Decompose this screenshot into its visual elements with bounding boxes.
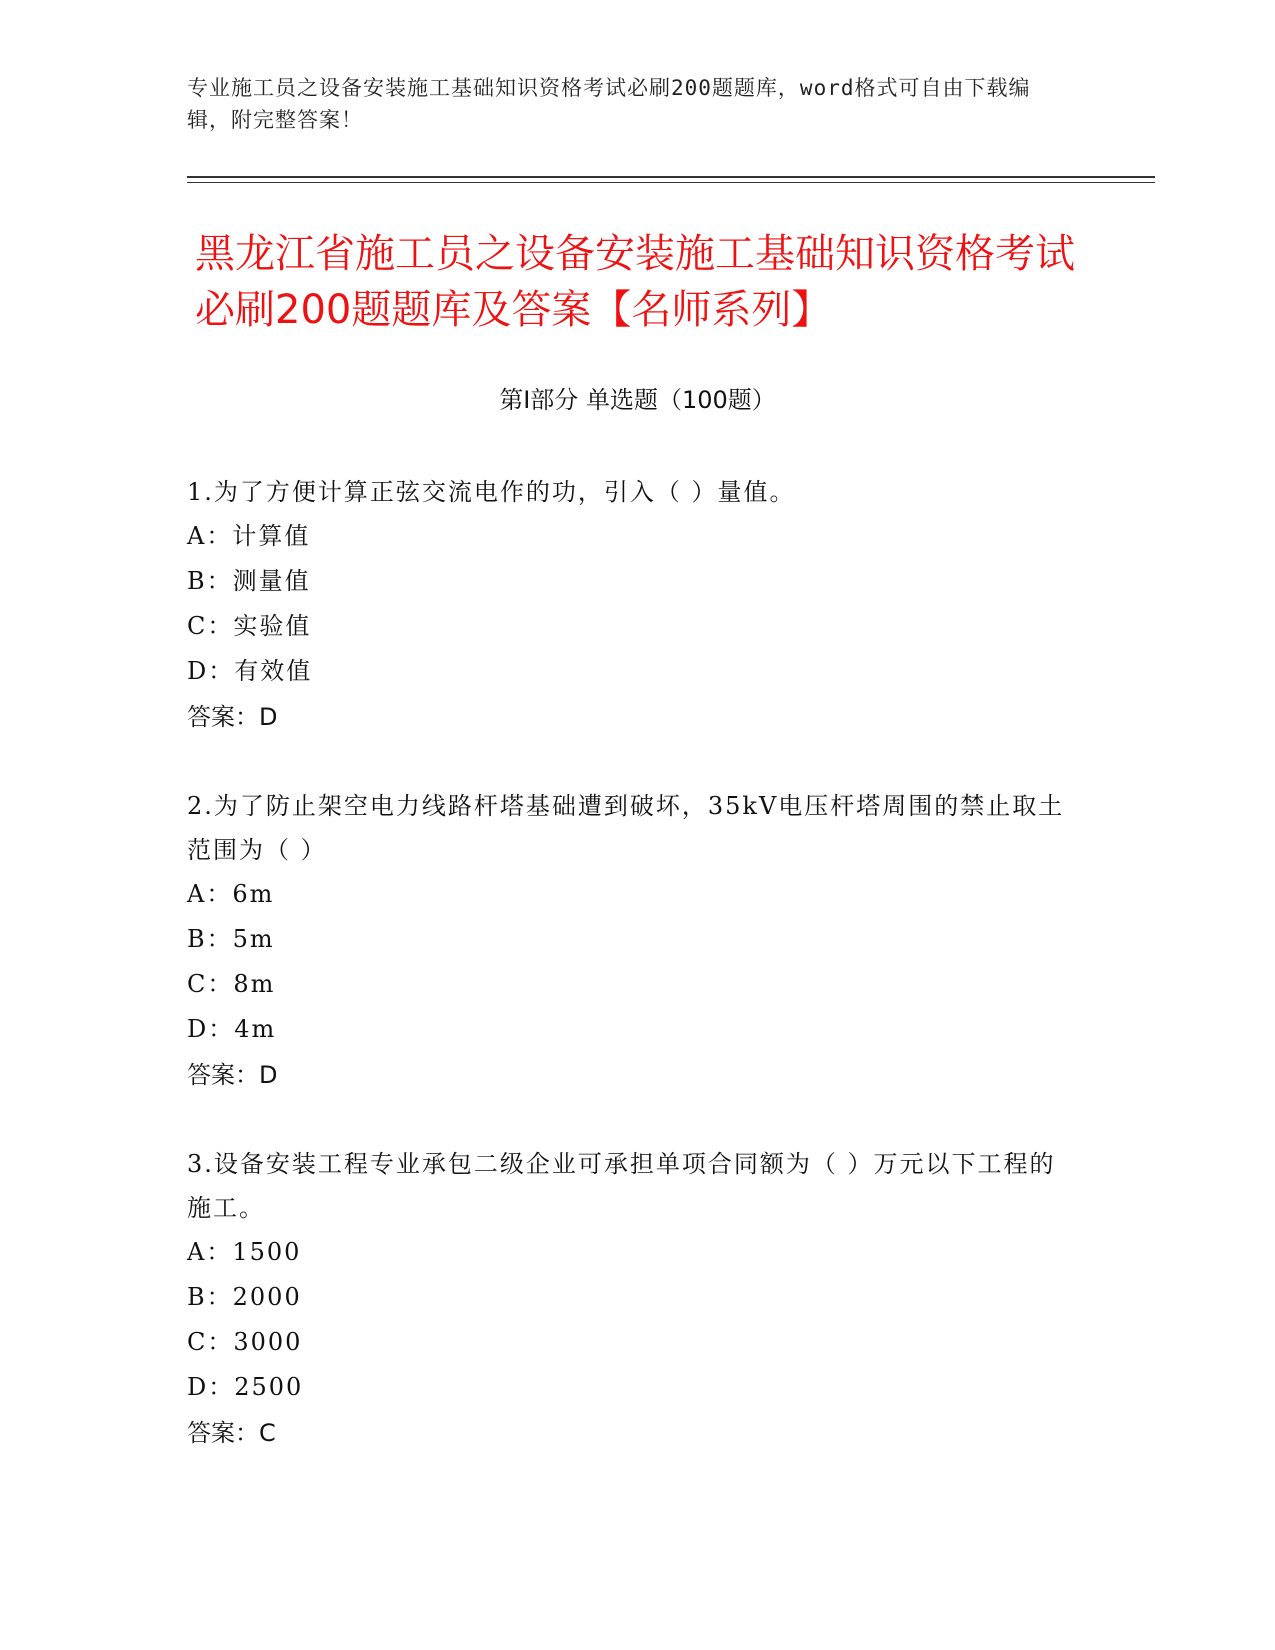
option-c: C：3000 <box>187 1328 303 1356</box>
option-b: B：5m <box>187 925 275 953</box>
section-title: 第Ⅰ部分 单选题（100题） <box>499 386 776 414</box>
document-title: 黑龙江省施工员之设备安装施工基础知识资格考试必刷200题题库及答案【名师系列】 <box>195 231 1075 333</box>
question-stem: 2.为了防止架空电力线路杆塔基础遭到破坏，35kV电压杆塔周围的禁止取土范围为（ ） <box>187 792 1065 864</box>
answer: 答案：D <box>187 703 278 731</box>
answer: 答案：D <box>187 1061 278 1089</box>
option-c: C：8m <box>187 970 276 998</box>
option-a: A：计算值 <box>187 522 311 550</box>
header-note: 专业施工员之设备安装施工基础知识资格考试必刷200题题库，word格式可自由下载编辑，附完整答案！ <box>187 76 1031 132</box>
header-divider-thin <box>187 182 1155 183</box>
question-3 <box>187 1142 1067 1456</box>
option-d: D：2500 <box>187 1373 304 1401</box>
option-c: C：实验值 <box>187 612 312 640</box>
question-stem: 1.为了方便计算正弦交流电作的功，引入（ ）量值。 <box>187 478 796 506</box>
option-a: A：6m <box>187 880 275 908</box>
option-b: B：2000 <box>187 1283 302 1311</box>
option-a: A：1500 <box>187 1238 302 1266</box>
question-stem: 3.设备安装工程专业承包二级企业可承担单项合同额为（ ）万元以下工程的施工。 <box>187 1150 1056 1222</box>
answer: 答案：C <box>187 1419 276 1447</box>
question-1 <box>187 470 1067 740</box>
option-b: B：测量值 <box>187 567 311 595</box>
option-d: D：4m <box>187 1015 277 1043</box>
header-divider-thick <box>187 176 1155 178</box>
question-2 <box>187 784 1067 1098</box>
question-list <box>187 470 1067 1500</box>
option-d: D：有效值 <box>187 657 313 685</box>
